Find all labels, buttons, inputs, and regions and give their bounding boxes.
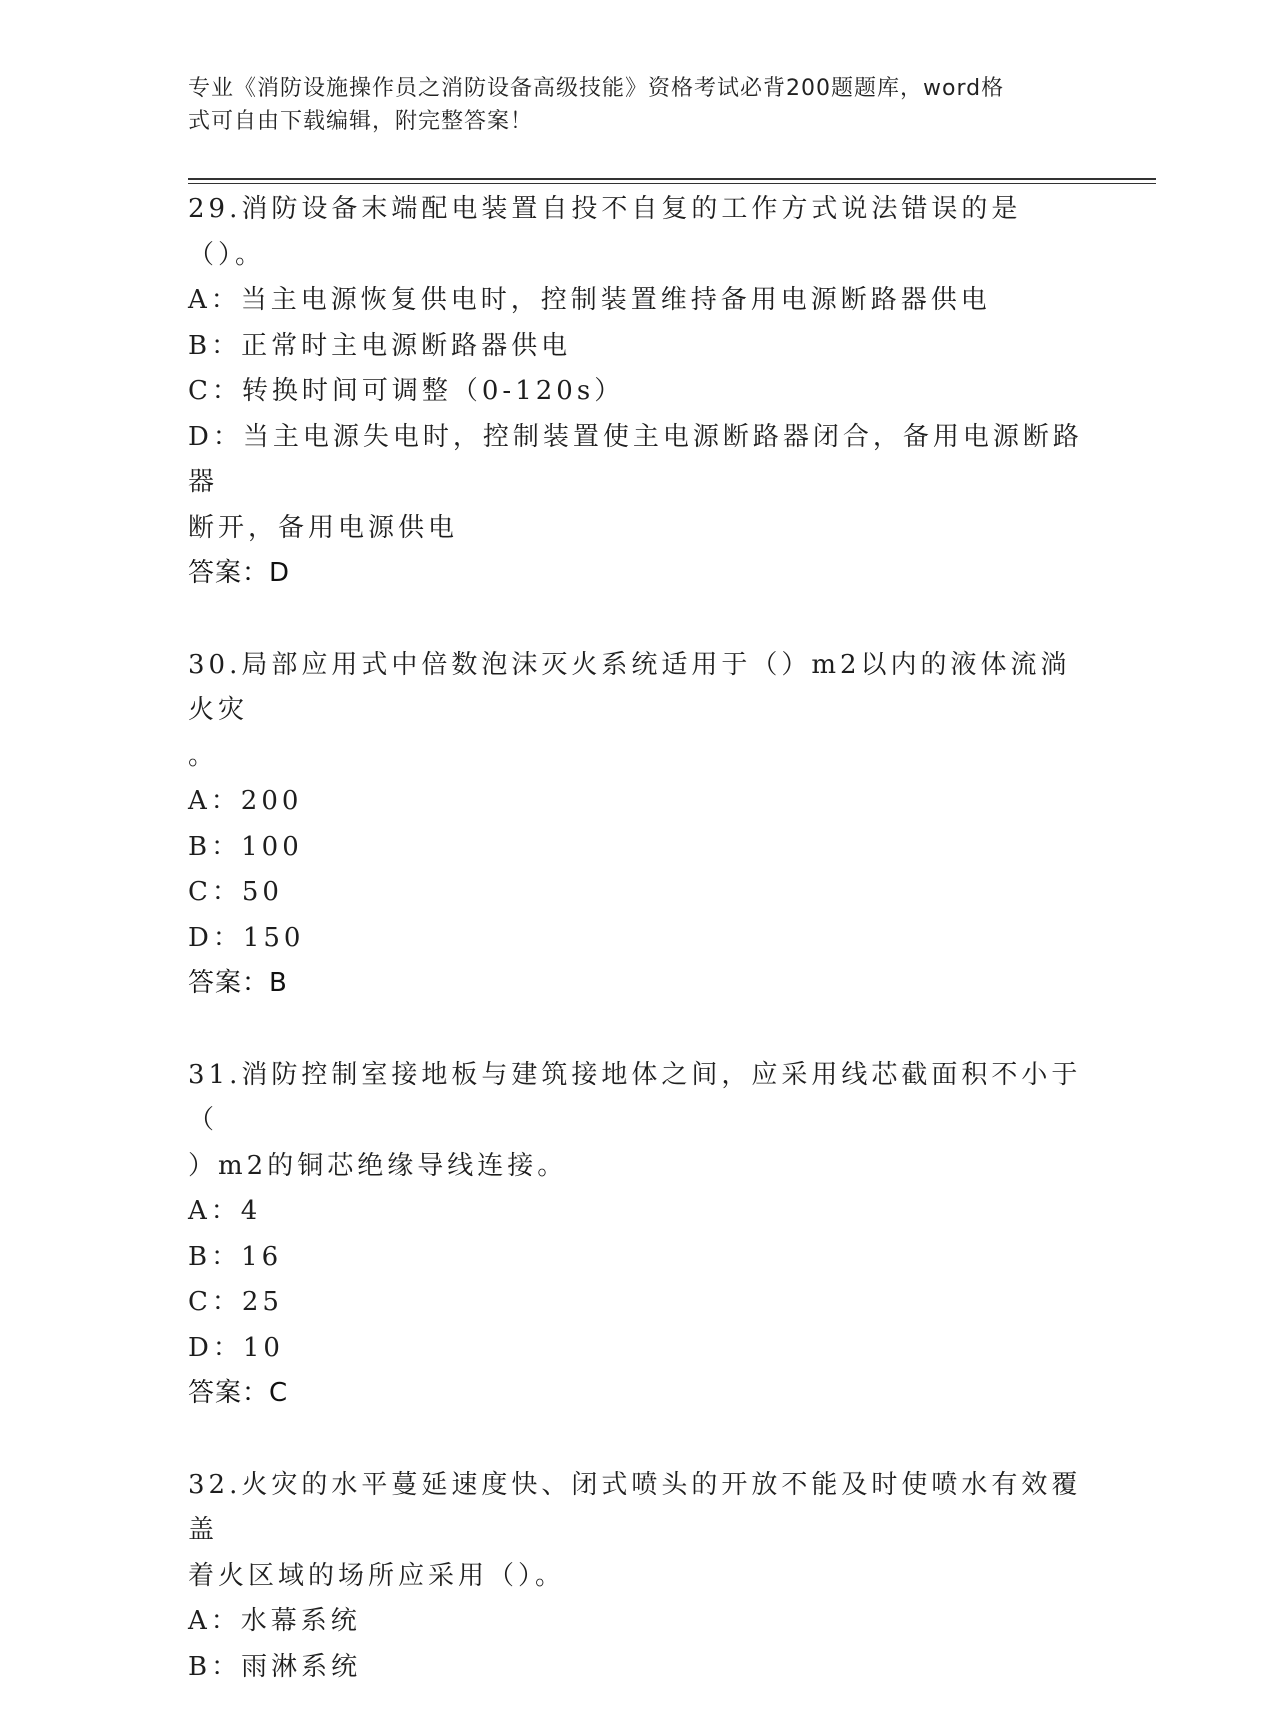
option-b: B：雨淋系统 bbox=[188, 1651, 362, 1682]
option-d: D：150 bbox=[188, 922, 305, 953]
answer-line: 答案：C bbox=[188, 1378, 289, 1408]
question-stem-line: 29.消防设备末端配电装置自投不自复的工作方式说法错误的是（）。 bbox=[188, 194, 1022, 270]
option-a: A：200 bbox=[188, 786, 303, 816]
question-30 bbox=[188, 643, 1088, 1007]
option-d: D：当主电源失电时，控制装置使主电源断路器闭合，备用电源断路器 bbox=[188, 421, 1083, 497]
option-c: C：转换时间可调整（0-120s） bbox=[188, 376, 625, 406]
option-a: A：4 bbox=[188, 1196, 262, 1226]
question-stem-line: 31.消防控制室接地板与建筑接地体之间，应采用线芯截面积不小于（ bbox=[188, 1059, 1082, 1135]
answer-line: 答案：B bbox=[188, 968, 288, 998]
question-stem-line-continued: 。 bbox=[188, 740, 219, 771]
question-stem-line: 30.局部应用式中倍数泡沫灭火系统适用于（）m2以内的液体流淌火灾 bbox=[188, 649, 1071, 725]
header-divider-thin bbox=[188, 183, 1156, 184]
option-c: C：50 bbox=[188, 877, 283, 907]
question-29 bbox=[188, 187, 1088, 597]
question-32 bbox=[188, 1463, 1088, 1691]
question-stem-line-continued: 着火区域的场所应采用（）。 bbox=[188, 1560, 566, 1591]
question-stem-line: 32.火灾的水平蔓延速度快、闭式喷头的开放不能及时使喷水有效覆盖 bbox=[188, 1469, 1082, 1545]
answer-line: 答案：D bbox=[188, 558, 291, 588]
question-31 bbox=[188, 1053, 1088, 1417]
header-divider-thick bbox=[188, 178, 1156, 180]
option-d-continued: 断开，备用电源供电 bbox=[188, 512, 459, 543]
question-list bbox=[188, 187, 1088, 1736]
header-line-2: 式可自由下载编辑，附完整答案！ bbox=[188, 109, 534, 134]
document-header bbox=[188, 72, 1088, 138]
option-a: A：当主电源恢复供电时，控制装置维持备用电源断路器供电 bbox=[188, 285, 991, 315]
option-b: B：16 bbox=[188, 1241, 283, 1272]
option-a: A：水幕系统 bbox=[188, 1606, 361, 1636]
question-stem-line-continued: ）m2的铜芯绝缘导线连接。 bbox=[188, 1150, 568, 1181]
header-line-1: 专业《消防设施操作员之消防设备高级技能》资格考试必背200题题库，word格 bbox=[188, 76, 1005, 101]
option-d: D：10 bbox=[188, 1332, 284, 1363]
option-b: B：100 bbox=[188, 831, 303, 862]
option-b: B：正常时主电源断路器供电 bbox=[188, 330, 572, 361]
option-c: C：25 bbox=[188, 1287, 283, 1317]
